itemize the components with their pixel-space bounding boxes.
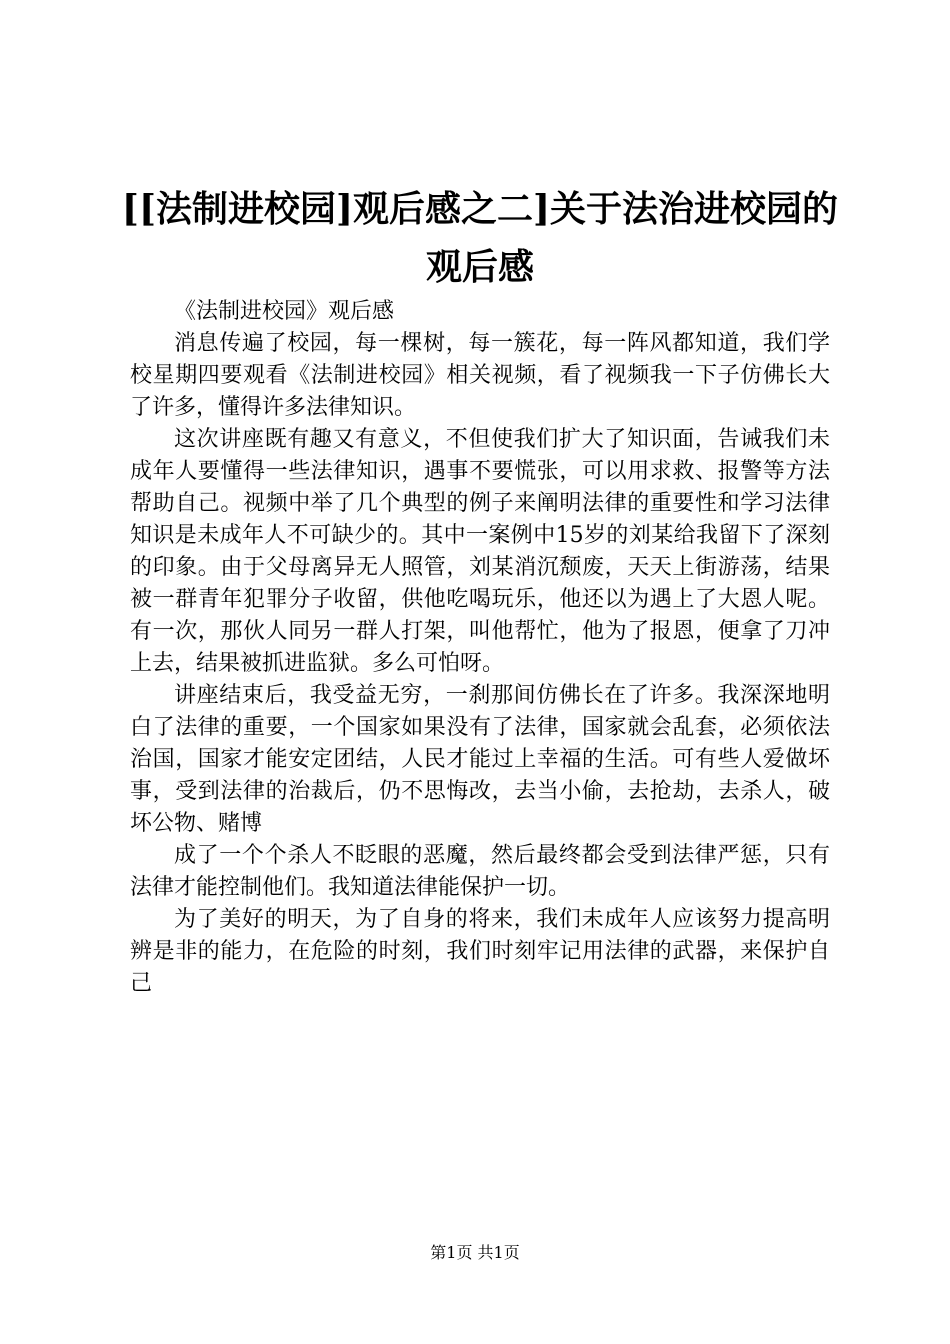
subtitle-paragraph: 《法制进校园》观后感 (174, 299, 395, 324)
document-body (130, 296, 830, 1000)
body-paragraph-3: 讲座结束后，我受益无穷，一刹那间仿佛长在了许多。我深深地明白了法律的重要，一个国家如果没有了法律，国家就会乱套，必须依法治国，国家才能安定团结，人民才能过上幸福的生活。可有些人爱做坏事，受到法律的治裁后，仍不思悔改，去当小偷，去抢劫，去杀人，破坏公物、赌博 (130, 683, 830, 836)
body-paragraph-5: 为了美好的明天，为了自身的将来，我们未成年人应该努力提高明辨是非的能力，在危险的时刻，我们时刻牢记用法律的武器，来保护自己 (130, 907, 830, 996)
document-title: [[法制进校园]观后感之二]关于法治进校园的观后感 (121, 188, 839, 288)
page-number-footer: 第1页 共1页 (430, 1243, 520, 1262)
body-paragraph-2: 这次讲座既有趣又有意义，不但使我们扩大了知识面，告诫我们未成年人要懂得一些法律知识，遇事不要慌张，可以用求救、报警等方法帮助自己。视频中举了几个典型的例子来阐明法律的重要性和学习法律知识是未成年人不可缺少的。其中一案例中15岁的刘某给我留下了深刻的印象。由于父母离异无人照管，刘某消沉颓废，天天上街游荡，结果被一群青年犯罪分子收留，供他吃喝玩乐，他还以为遇上了大恩人呢。有一次，那伙人同另一群人打架，叫他帮忙，他为了报恩，便拿了刀冲上去，结果被抓进监狱。多么可怕呀。 (130, 427, 830, 676)
body-paragraph-1: 消息传遍了校园，每一棵树，每一簇花，每一阵风都知道，我们学校星期四要观看《法制进校园》相关视频，看了视频我一下子仿佛长大了许多，懂得许多法律知识。 (130, 331, 830, 420)
body-paragraph-4: 成了一个个杀人不眨眼的恶魔，然后最终都会受到法律严惩，只有法律才能控制他们。我知道法律能保护一切。 (130, 843, 830, 900)
